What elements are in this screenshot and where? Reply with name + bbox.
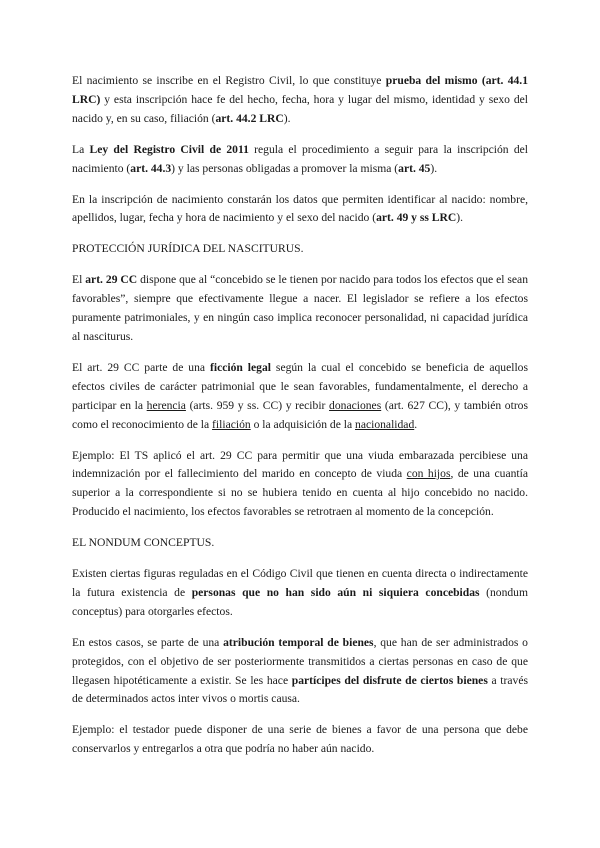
section-heading <box>72 534 528 553</box>
text-run: ). <box>283 111 291 125</box>
text-run: ). <box>430 161 438 175</box>
bold-text: art. 49 y ss LRC <box>376 211 457 225</box>
bold-text: prueba del mismo (art. 44.1 LRC) <box>72 74 528 106</box>
text-run: regula el procedimiento a seguir para la inscripción del nacimiento ( <box>72 142 528 175</box>
bold-text: partícipes del disfrute de ciertos bienes <box>291 673 488 687</box>
bold-text: art. 29 CC <box>85 273 138 287</box>
text-run: ). <box>456 211 464 225</box>
paragraph <box>72 565 528 622</box>
bold-text: art. 44.2 LRC <box>215 111 284 125</box>
text-run: según la cual el concebido se beneficia de aquellos efectos civiles de carácter patrimonial que le sean favorables, fundamentalmente, el derecho a participar en la <box>72 360 528 412</box>
bold-text: Ley del Registro Civil de 2011 <box>89 142 249 156</box>
text-run: y esta inscripción hace fe del hecho, fecha, hora y lugar del mismo, identidad y sexo del nacido y, en su caso, filiación ( <box>72 92 528 125</box>
text-run: En la inscripción de nacimiento constarán los datos que permiten identificar al nacido: nombre, apellidos, lugar, fecha y hora de nacimiento y el sexo del nacido ( <box>72 192 528 225</box>
text-run: a través de determinados actos inter vivos o mortis causa. <box>72 673 528 706</box>
paragraph <box>72 721 528 759</box>
text-run: El art. 29 CC parte de una <box>72 360 210 374</box>
bold-text: art. 44.3 <box>130 161 172 175</box>
text-run: Existen ciertas figuras reguladas en el Código Civil que tienen en cuenta directa o indirectamente la futura existencia de <box>72 567 528 599</box>
paragraph <box>72 191 528 229</box>
text-run: o la adquisición de la <box>250 417 356 431</box>
paragraph <box>72 72 528 129</box>
text-run: (nondum conceptus) para otorgarles efectos. <box>72 585 528 618</box>
bold-text: ficción legal <box>210 360 271 374</box>
bold-text: personas que no han sido aún ni siquiera concebidas <box>191 585 480 599</box>
underlined-term: nacionalidad <box>355 417 415 431</box>
paragraph <box>72 141 528 179</box>
paragraph <box>72 447 528 523</box>
text-run: Ejemplo: el testador puede disponer de una serie de bienes a favor de una persona que debe conservarlos y entregarlos a otra que podría no haber aún nacido. <box>72 723 528 756</box>
text-run: ) y las personas obligadas a promover la misma ( <box>171 161 399 175</box>
underlined-term: con hijos <box>406 467 451 481</box>
text-run: (art. 627 CC), y también otros como el reconocimiento de la <box>72 398 528 431</box>
section-heading <box>72 240 528 259</box>
paragraph <box>72 271 528 347</box>
document-body <box>72 72 528 771</box>
text-run: . <box>414 417 418 431</box>
text-run: PROTECCIÓN JURÍDICA DEL NASCITURUS. <box>72 242 304 256</box>
underlined-term: herencia <box>146 398 186 412</box>
paragraph <box>72 634 528 710</box>
text-run: La <box>72 142 90 156</box>
text-run: , de una cuantía superior a la correspondiente si no se hubiera tenido en cuenta al hijo concebido no nacido. Producido el nacimiento, los efectos favorables se retrotraen al momento de la concepción. <box>72 467 529 519</box>
text-run: , que han de ser administrados o protegidos, con el objetivo de ser posteriormente transmitidos a ciertas personas en caso de que llegasen hipotéticamente a existir. Se les hace <box>72 635 528 687</box>
paragraph <box>72 359 528 435</box>
underlined-term: filiación <box>212 417 251 431</box>
text-run: El <box>72 273 86 287</box>
text-run: (arts. 959 y ss. CC) y recibir <box>185 398 330 412</box>
bold-text: art. 45 <box>398 161 431 175</box>
underlined-term: donaciones <box>329 398 382 412</box>
text-run: dispone que al “concebido se le tienen por nacido para todos los efectos que el sean favorables”, siempre que efectivamente llegue a nacer. El legislador se refiere a los efectos puramente patrimoniales, y en ningún caso implica reconocer personalidad, ni capacidad jurídica al nasciturus. <box>72 273 529 343</box>
text-run: En estos casos, se parte de una <box>72 635 224 649</box>
bold-text: atribución temporal de bienes <box>223 635 374 649</box>
text-run: Ejemplo: El TS aplicó el art. 29 CC para permitir que una viuda embarazada percibiese una indemnización por el fallecimiento del marido en concepto de viuda <box>72 448 528 481</box>
text-run: EL NONDUM CONCEPTUS. <box>72 536 215 550</box>
text-run: El nacimiento se inscribe en el Registro Civil, lo que constituye <box>72 74 386 87</box>
